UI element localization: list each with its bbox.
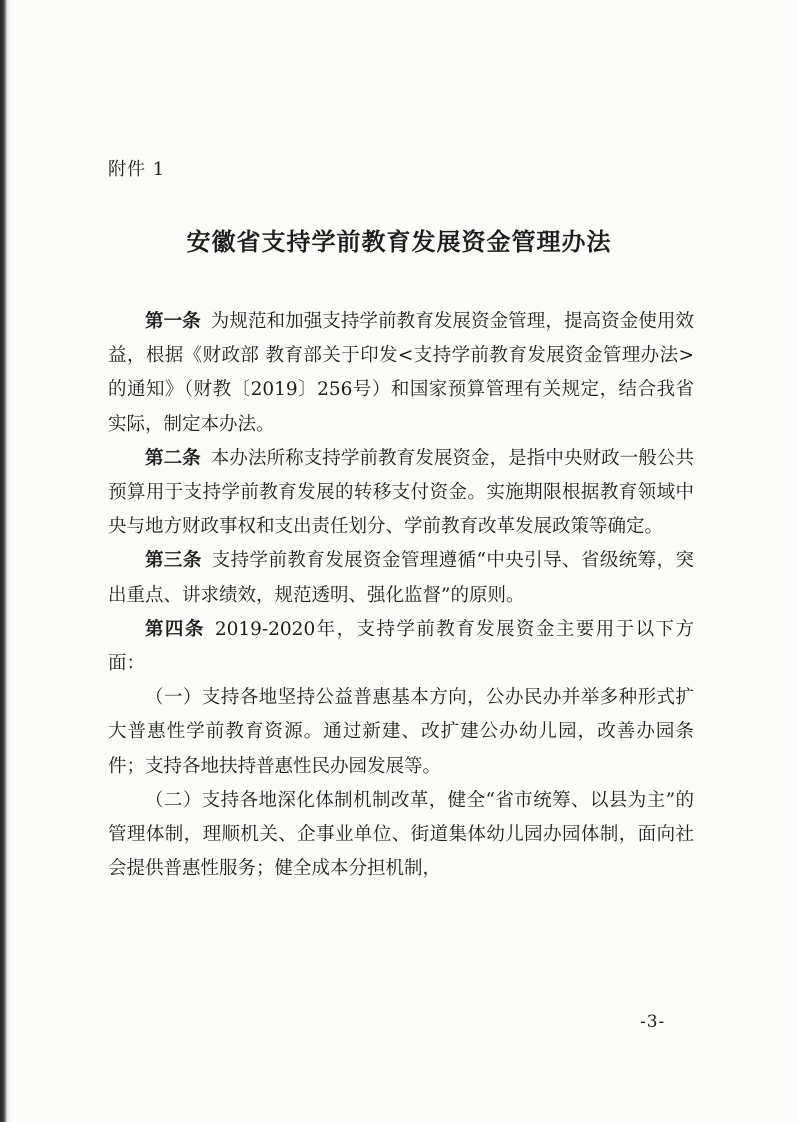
article-1-heading: 第一条 (145, 311, 201, 332)
item-2-text: （二）支持各地深化体制机制改革，健全“省市统筹、以县为主”的管理体制，理顺机关、企事业单位、街道集体幼儿园办园体制，面向社会提供普惠性服务；健全成本分担机制， (108, 789, 694, 880)
article-2-heading: 第二条 (145, 447, 201, 469)
article-3-text: 支持学前教育发展资金管理遵循“中央引导、省级统筹，突出重点、讲求绩效，规范透明、强化监督”的原则。 (108, 550, 694, 606)
item-1-text: （一）支持各地坚持公益普惠基本方向，公办民办并举多种形式扩大普惠性学前教育资源。通过新建、改扩建公办幼儿园，改善办园条件；支持各地扶持普惠性民办园发展等。 (108, 687, 694, 777)
attachment-label: 附件 1 (108, 159, 166, 180)
item-1 (108, 681, 694, 784)
article-4-text: 2019-2020年，支持学前教育发展资金主要用于以下方面： (108, 618, 694, 675)
document-title: 安徽省支持学前教育发展资金管理办法 (186, 228, 612, 256)
document-body (108, 305, 694, 886)
article-2 (108, 442, 694, 545)
article-2-text: 本办法所称支持学前教育发展资金，是指中央财政一般公共预算用于支持学前教育发展的转移支付资金。实施期限根据教育领域中央与地方财政事权和支出责任划分、学前教育改革发展政策等确定。 (108, 447, 694, 538)
page-number: -3- (640, 1012, 666, 1032)
article-3-heading: 第三条 (145, 550, 202, 572)
article-1-text: 为规范和加强支持学前教育发展资金管理，提高资金使用效益，根据《财政部 教育部关于印发<支持学前教育发展资金管理办法>的通知》（财教〔2019〕256号）和国家预算管理有关规定，结合我省实际，制定本办法。 (108, 311, 694, 435)
article-4-heading: 第四条 (145, 618, 205, 640)
item-2 (108, 784, 694, 887)
scan-edge (0, 0, 10, 1122)
article-4 (108, 613, 694, 681)
article-3 (108, 544, 694, 612)
article-1 (108, 305, 694, 442)
